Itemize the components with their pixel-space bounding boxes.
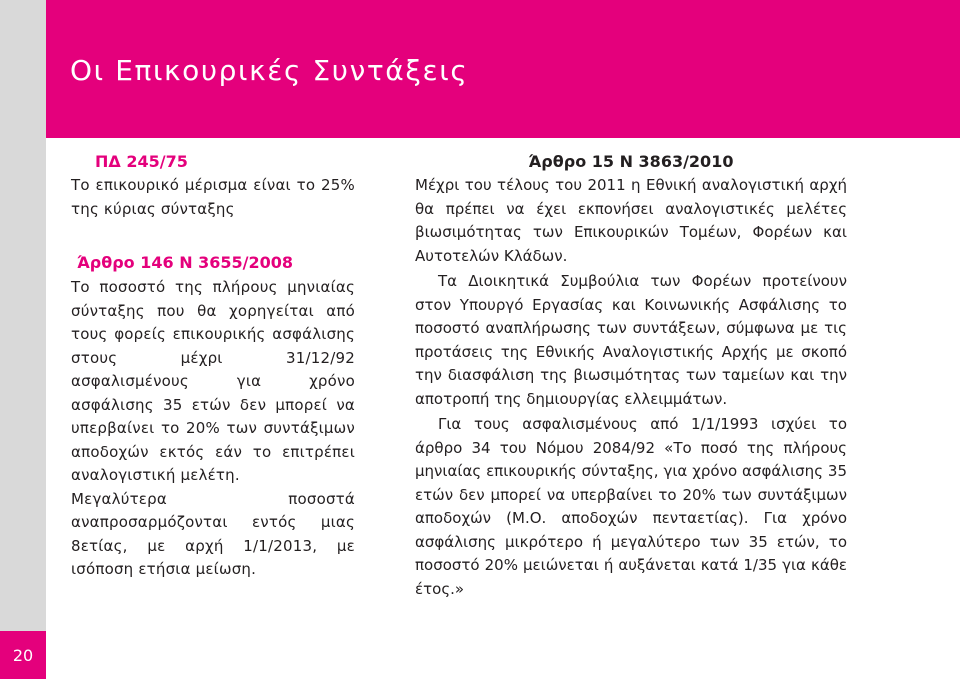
left-heading-pd: ΠΔ 245/75 (95, 152, 188, 171)
right-heading-article: Άρθρο 15 Ν 3863/2010 (528, 152, 734, 171)
title-band (46, 0, 960, 138)
right-paragraph-3: Για τους ασφαλισμένους από 1/1/1993 ισχύει το άρθρο 34 του Νόμου 2084/92 «Το ποσό της πλήρους μηνιαίας επικουρικής σύνταξης, για χρόνο ασφάλισης 35 ετών δεν μπορεί να υπερβαίνει το 20% των συντάξιμων αποδοχών (Μ.Ο. αποδοχών πενταετίας). Για χρόνο ασφάλισης μικρότερο ή μεγαλύτερο των 35 ετών, το ποσοστό 20% μειώνεται ή αυξάνεται κατά 1/35 για κάθε έτος.» (415, 415, 847, 598)
left-column (71, 151, 355, 582)
page-number: 20 (0, 631, 46, 679)
right-paragraph-2: Τα Διοικητικά Συμβούλια των Φορέων προτείνουν στον Υπουργό Εργασίας και Κοινωνικής Ασφάλισης το ποσοστό αναπλήρωσης των συντάξεων, σύμφωνα με τις προτάσεις της Εθνικής Αναλογιστικής Αρχής με σκοπό την διασφάλιση της βιωσιμότητας των ταμείων και την αποτροπή της δημιουργίας ελλειμμάτων. (415, 272, 847, 408)
left-paragraph-1: Το επικουρικό μέρισμα είναι το 25% της κύριας σύνταξης (71, 176, 355, 218)
left-paragraph-2: Το ποσοστό της πλήρους μηνιαίας σύνταξης που θα χορηγείται από τους φορείς επικουρικής ασφάλισης στους μέχρι 31/12/92 ασφαλισμένους για χρόνο ασφάλισης 35 ετών δεν μπορεί να υπερβαίνει το 20% των συντάξιμων αποδοχών εκτός εάν το επιτρέπει αναλογιστική μελέτη. (71, 278, 355, 484)
left-paragraph-3: Μεγαλύτερα ποσοστά αναπροσαρμόζονται εντός μιας 8ετίας, με αρχή 1/1/2013, με ισόποση ετήσια μείωση. (71, 489, 355, 578)
page-title: Οι Επικουρικές Συντάξεις (70, 54, 469, 87)
right-column (415, 151, 847, 601)
left-heading-article: Άρθρο 146 Ν 3655/2008 (77, 253, 294, 272)
left-margin-bar (0, 0, 46, 679)
right-paragraph-1: Μέχρι του τέλους του 2011 η Εθνική αναλογιστική αρχή θα πρέπει να έχει εκπονήσει αναλογιστικές μελέτες βιωσιμότητας των Επικουρικών Τομέων, Φορέων και Αυτοτελών Κλάδων. (415, 176, 847, 265)
